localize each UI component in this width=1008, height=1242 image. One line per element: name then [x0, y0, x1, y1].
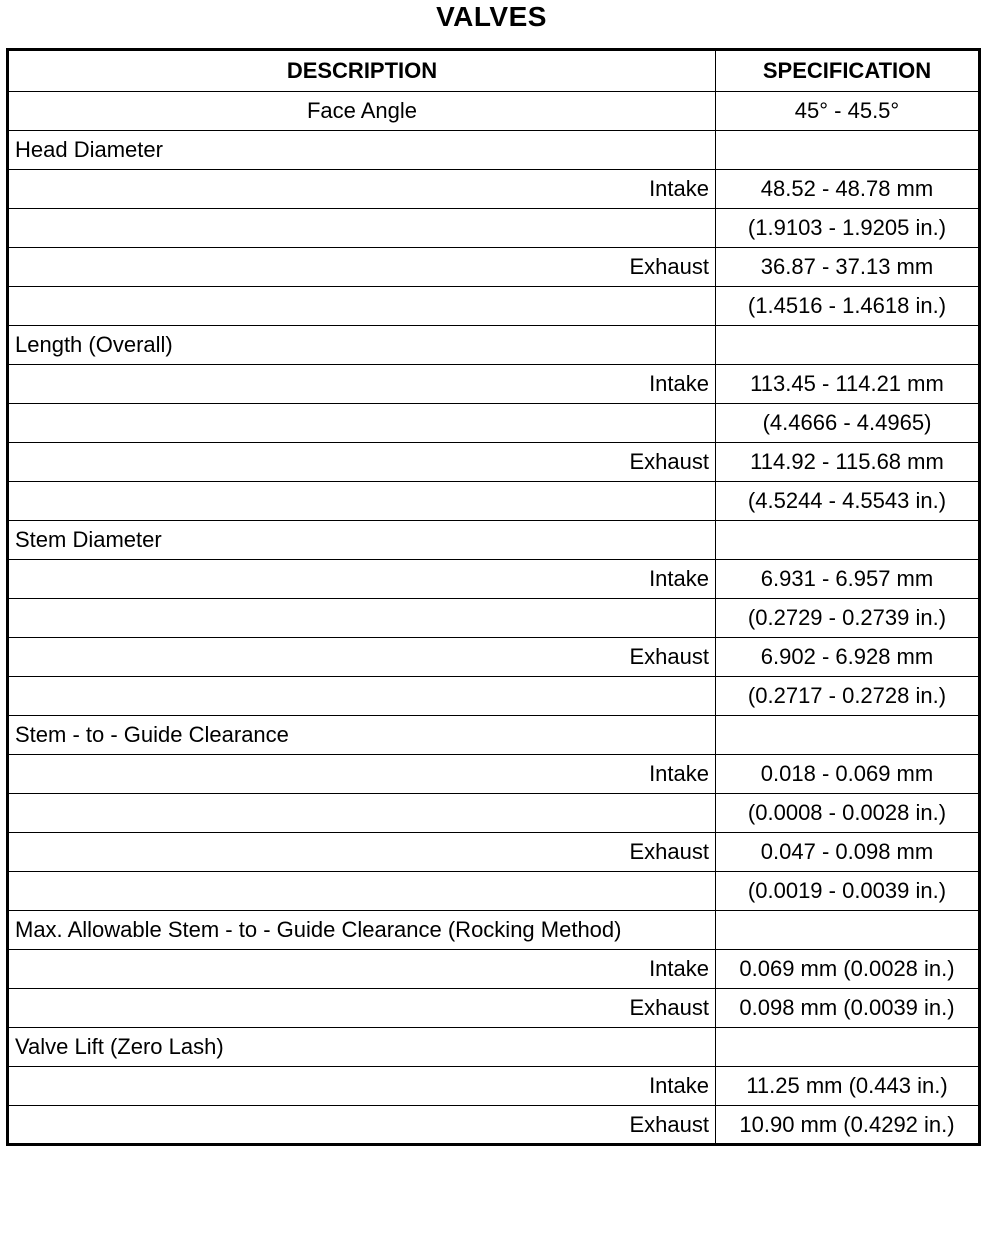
table-row [8, 872, 980, 911]
table-header-row [8, 50, 980, 92]
table-row [8, 989, 980, 1028]
row-description [8, 677, 716, 716]
row-description: Intake [8, 560, 716, 599]
row-specification: 6.931 - 6.957 mm [716, 560, 980, 599]
table-row [8, 248, 980, 287]
row-specification: (1.9103 - 1.9205 in.) [716, 209, 980, 248]
row-description [8, 599, 716, 638]
row-description: Exhaust [8, 638, 716, 677]
table-row [8, 599, 980, 638]
table-row [8, 560, 980, 599]
row-description: Face Angle [8, 92, 716, 131]
table-row [8, 482, 980, 521]
table-row [8, 950, 980, 989]
row-description: Max. Allowable Stem - to - Guide Clearance (Rocking Method) [8, 911, 716, 950]
row-specification [716, 911, 980, 950]
table-row [8, 443, 980, 482]
row-description [8, 872, 716, 911]
page-title: VALVES [436, 1, 547, 32]
row-specification: 0.098 mm (0.0039 in.) [716, 989, 980, 1028]
row-specification: 10.90 mm (0.4292 in.) [716, 1106, 980, 1145]
row-specification: 114.92 - 115.68 mm [716, 443, 980, 482]
row-description [8, 287, 716, 326]
row-description: Stem - to - Guide Clearance [8, 716, 716, 755]
table-row [8, 287, 980, 326]
row-description: Exhaust [8, 248, 716, 287]
table-row [8, 170, 980, 209]
valves-spec-table [6, 48, 981, 1146]
row-specification: (0.2729 - 0.2739 in.) [716, 599, 980, 638]
specification-column-header: SPECIFICATION [716, 50, 980, 92]
row-specification: 6.902 - 6.928 mm [716, 638, 980, 677]
row-specification: (1.4516 - 1.4618 in.) [716, 287, 980, 326]
table-row [8, 365, 980, 404]
table-row [8, 1067, 980, 1106]
row-specification: 0.018 - 0.069 mm [716, 755, 980, 794]
table-row [8, 716, 980, 755]
table-row [8, 326, 980, 365]
row-specification [716, 131, 980, 170]
row-specification: 11.25 mm (0.443 in.) [716, 1067, 980, 1106]
row-description [8, 404, 716, 443]
row-description: Stem Diameter [8, 521, 716, 560]
row-description: Intake [8, 365, 716, 404]
table-row [8, 833, 980, 872]
row-specification: 0.069 mm (0.0028 in.) [716, 950, 980, 989]
table-row [8, 911, 980, 950]
row-specification: (4.4666 - 4.4965) [716, 404, 980, 443]
row-specification [716, 716, 980, 755]
row-description: Exhaust [8, 443, 716, 482]
row-specification: 48.52 - 48.78 mm [716, 170, 980, 209]
table-row [8, 92, 980, 131]
table-row [8, 1106, 980, 1145]
row-specification: (0.2717 - 0.2728 in.) [716, 677, 980, 716]
row-specification: (0.0008 - 0.0028 in.) [716, 794, 980, 833]
row-specification: (0.0019 - 0.0039 in.) [716, 872, 980, 911]
row-description: Head Diameter [8, 131, 716, 170]
row-description: Valve Lift (Zero Lash) [8, 1028, 716, 1067]
row-description: Intake [8, 170, 716, 209]
table-row [8, 131, 980, 170]
row-description: Exhaust [8, 1106, 716, 1145]
row-description: Intake [8, 755, 716, 794]
table-row [8, 638, 980, 677]
table-row [8, 209, 980, 248]
row-description [8, 794, 716, 833]
row-specification: (4.5244 - 4.5543 in.) [716, 482, 980, 521]
row-specification [716, 1028, 980, 1067]
table-row [8, 404, 980, 443]
row-description: Intake [8, 1067, 716, 1106]
row-specification: 113.45 - 114.21 mm [716, 365, 980, 404]
row-description: Length (Overall) [8, 326, 716, 365]
table-row [8, 755, 980, 794]
description-column-header: DESCRIPTION [8, 50, 716, 92]
row-specification [716, 326, 980, 365]
table-row [8, 794, 980, 833]
table-row [8, 1028, 980, 1067]
row-description [8, 209, 716, 248]
table-body [8, 92, 980, 1145]
table-row [8, 521, 980, 560]
row-specification [716, 521, 980, 560]
row-specification: 36.87 - 37.13 mm [716, 248, 980, 287]
row-specification: 45° - 45.5° [716, 92, 980, 131]
row-description [8, 482, 716, 521]
row-specification: 0.047 - 0.098 mm [716, 833, 980, 872]
row-description: Exhaust [8, 989, 716, 1028]
table-row [8, 677, 980, 716]
row-description: Intake [8, 950, 716, 989]
row-description: Exhaust [8, 833, 716, 872]
